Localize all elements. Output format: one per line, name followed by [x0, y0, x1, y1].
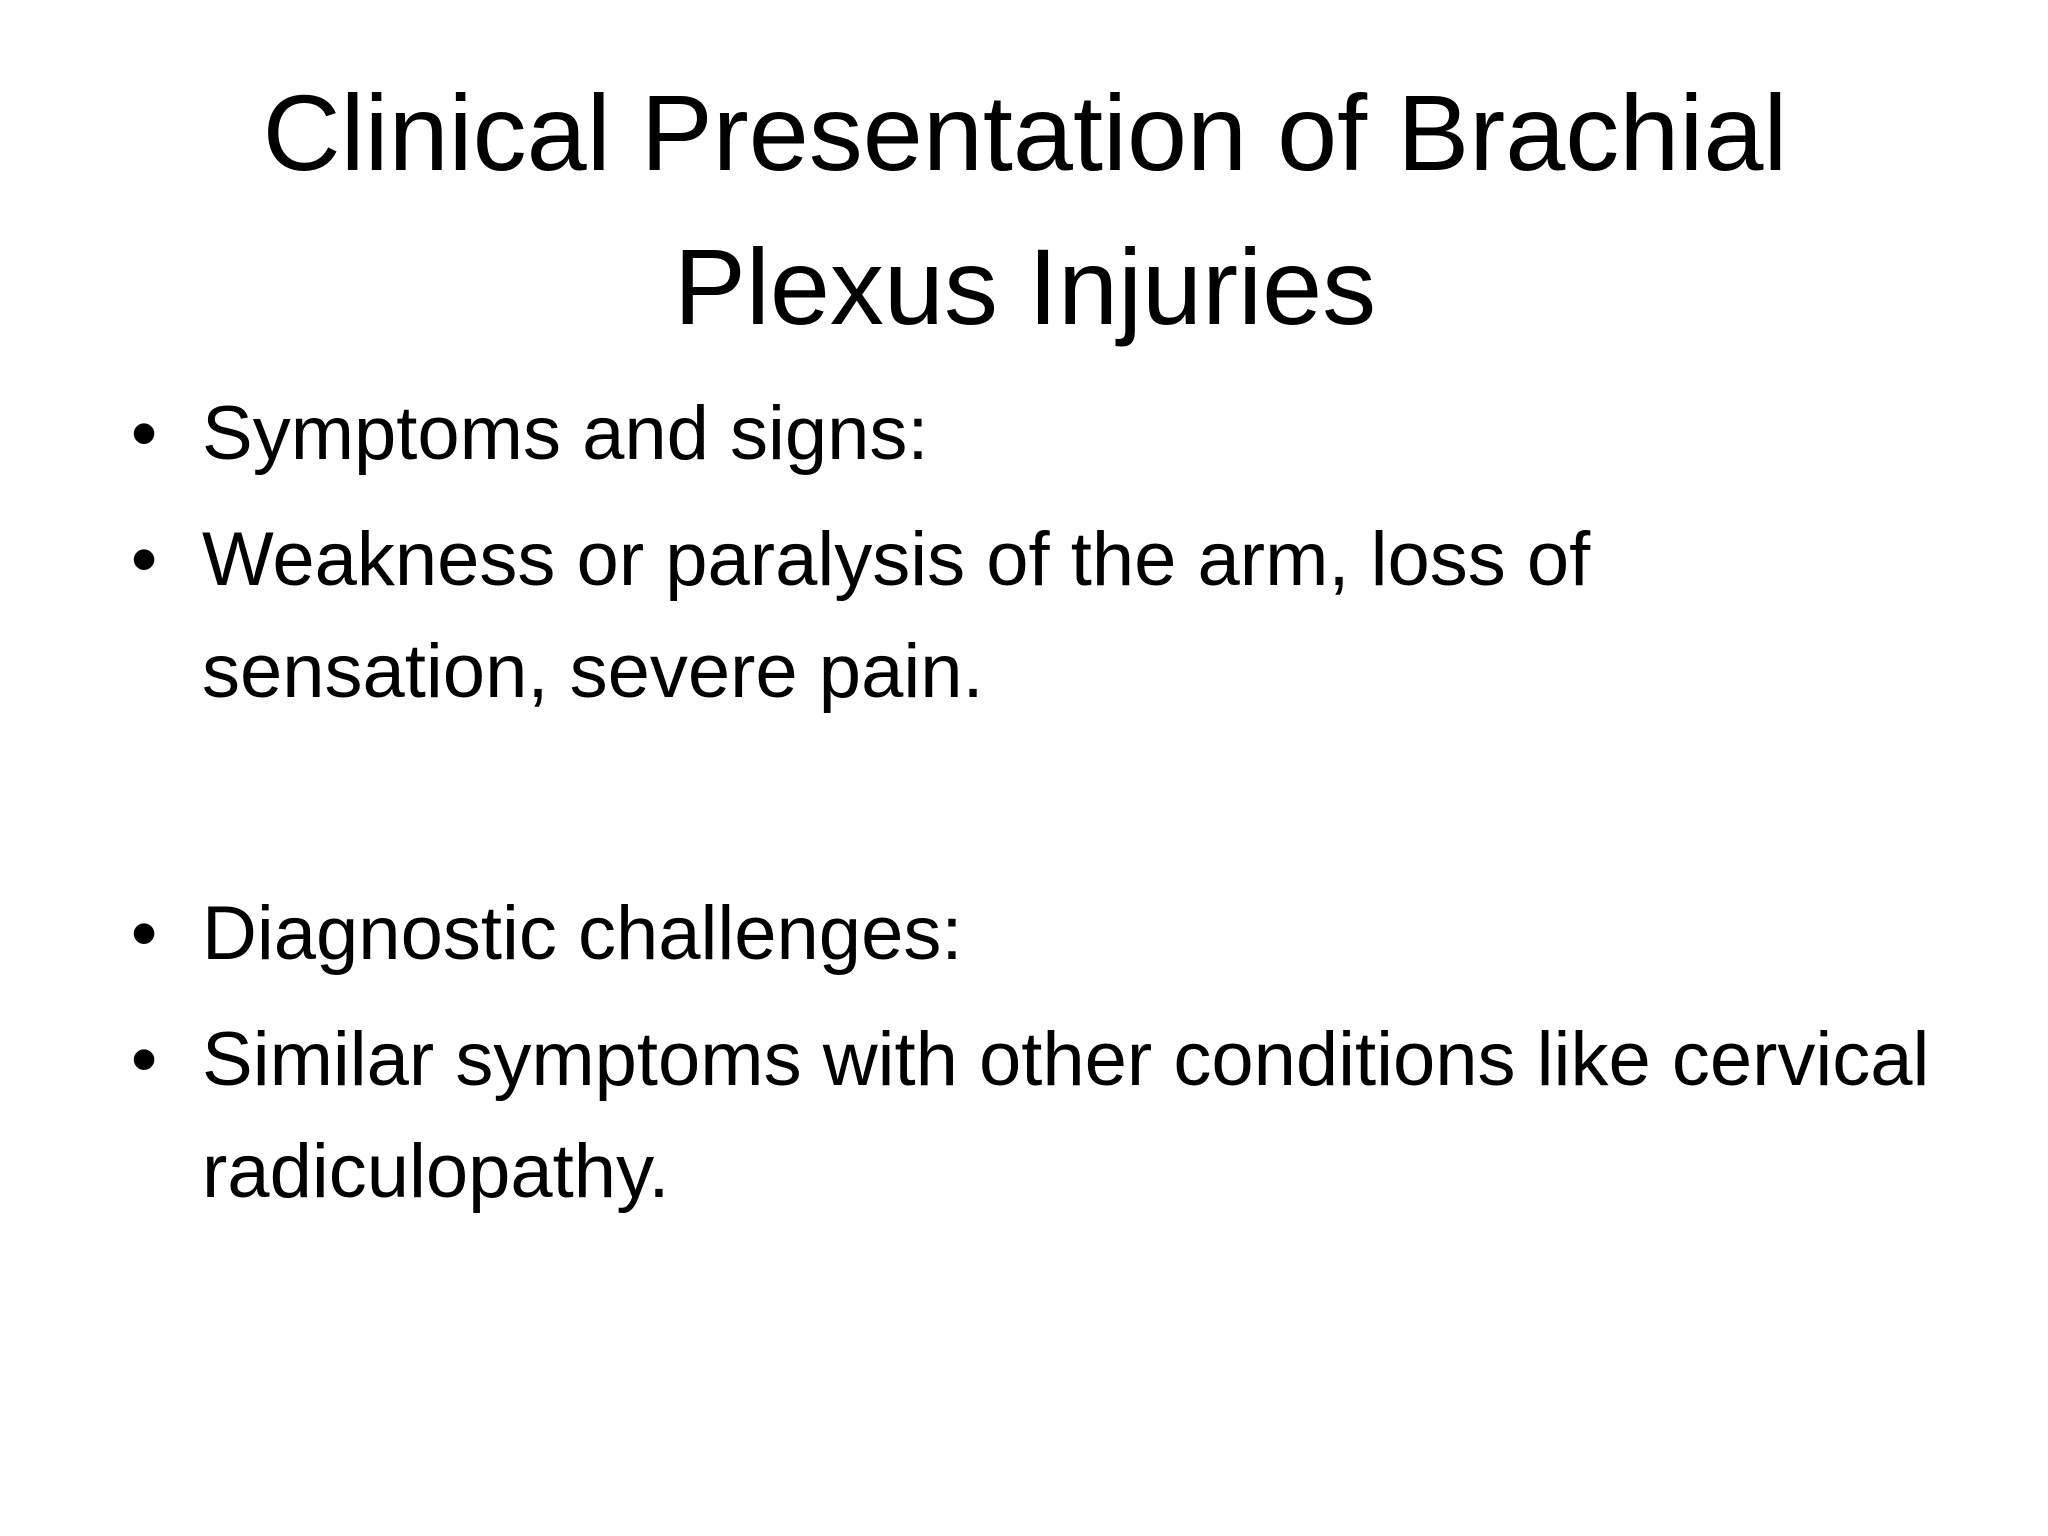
bullet-text: Similar symptoms with other conditions like cervical radiculopathy. [202, 1017, 1930, 1214]
bullet-item [120, 878, 1930, 990]
slide-title: Clinical Presentation of Brachial Plexus Injuries [262, 72, 1788, 347]
bullet-text: Weakness or paralysis of the arm, loss of sensation, severe pain. [202, 517, 1591, 714]
bullet-list [120, 378, 1930, 1228]
bullet-icon: • [130, 891, 158, 976]
bullet-item [120, 504, 1930, 728]
bullet-icon: • [130, 1017, 158, 1102]
bullet-icon: • [130, 517, 158, 602]
bullet-icon: • [130, 391, 158, 476]
bullet-item [120, 1004, 1930, 1228]
bullet-text: Symptoms and signs: [202, 391, 929, 476]
bullet-item [120, 378, 1930, 490]
bullet-text: Diagnostic challenges: [202, 891, 963, 976]
paragraph-spacer [120, 728, 1930, 878]
